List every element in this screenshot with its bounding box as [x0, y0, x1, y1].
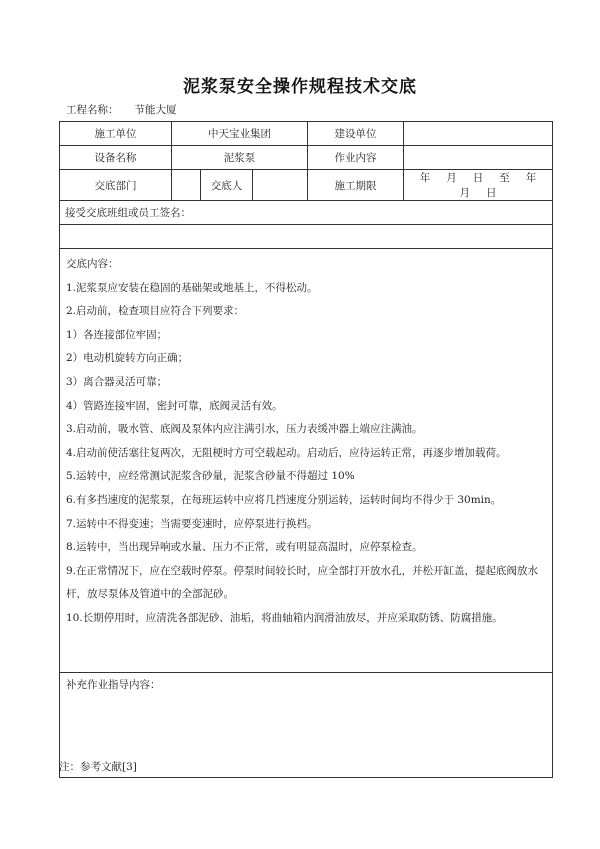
briefing-form-table	[59, 121, 553, 778]
construction-unit-value: 中天宝业集团	[172, 122, 308, 146]
content-item: 1.泥浆泵应安装在稳固的基础架或地基上，不得松动。	[66, 281, 318, 294]
content-item: 4.启动前使活塞往复两次，无阻梗时方可空载起动。启动后，应待运转正常，再逐步增加载荷。	[66, 446, 507, 459]
content-item: 9.在正常情况下，应在空载时停泵。停泵时间较长时，应全部打开放水孔，并松开缸盖，提起底阀放水杆，放尽泵体及管道中的全部泥砂。	[66, 564, 539, 601]
work-content-value[interactable]	[404, 146, 553, 170]
briefing-person-label: 交底人	[201, 170, 253, 201]
date-month-start: 月	[446, 172, 457, 184]
supplement-label: 补充作业指导内容：	[66, 679, 161, 691]
date-day-start: 日	[472, 172, 484, 184]
content-item: 1）各连接部位牢固；	[66, 328, 168, 341]
construction-unit-label: 施工单位	[60, 122, 172, 146]
briefing-content-cell	[60, 249, 553, 673]
content-item: 10.长期停用时，应清洗各部泥砂、油垢，将曲轴箱内润滑油放尽，并应采取防锈、防腐措施。	[66, 611, 503, 624]
content-item: 5.运转中，应经常测试泥浆含砂量，泥浆含砂量不得超过 10%	[66, 470, 355, 483]
content-item: 3.启动前，吸水管、底阀及泵体内应注满引水，压力表缓冲器上端应注满油。	[66, 423, 423, 436]
form-row-unit	[60, 122, 553, 146]
content-item: 8.运转中，当出现异响或水量、压力不正常，或有明显高温时，应停泵检查。	[66, 541, 423, 554]
briefing-person-value[interactable]	[253, 170, 308, 201]
briefing-dept-label: 交底部门	[60, 170, 172, 201]
work-content-label: 作业内容	[308, 146, 404, 170]
construction-period-value[interactable]	[404, 170, 553, 201]
footnote: 注：参考文献[3]	[59, 761, 137, 773]
construction-period-label: 施工期限	[308, 170, 404, 201]
document-title: 泥浆泵安全操作规程技术交底	[183, 77, 417, 97]
equipment-name-label: 设备名称	[60, 146, 172, 170]
client-unit-value[interactable]	[404, 122, 553, 146]
date-to: 至	[499, 172, 510, 184]
form-row-content	[60, 249, 553, 673]
date-month-end: 月	[459, 187, 471, 199]
project-name-label: 工程名称：	[66, 104, 119, 116]
content-item: 2）电动机旋转方向正确；	[66, 352, 189, 365]
content-title: 交底内容：	[66, 258, 119, 270]
date-year-end: 年	[525, 172, 537, 184]
content-item: 2.启动前，检查项目应符合下列要求：	[66, 305, 245, 318]
content-item: 6.有多挡速度的泥浆泵，在每班运转中应将几挡速度分别运转，运转时间均不得少于 30min。	[66, 493, 502, 506]
content-item: 3）离合器灵活可靠；	[66, 375, 168, 388]
signature-field[interactable]	[60, 225, 553, 249]
form-row-signature-blank	[60, 225, 553, 249]
project-name-value: 节能大厦	[134, 104, 177, 116]
form-row-briefing	[60, 170, 553, 201]
briefing-dept-value[interactable]	[172, 170, 201, 201]
equipment-name-value: 泥浆泵	[172, 146, 308, 170]
client-unit-label: 建设单位	[308, 122, 404, 146]
content-item: 4）管路连接牢固，密封可靠，底阀灵活有效。	[66, 399, 283, 412]
form-row-equipment	[60, 146, 553, 170]
date-year-start: 年	[419, 172, 431, 184]
signature-label: 接受交底班组或员工签名：	[60, 201, 553, 225]
content-item: 7.运转中不得变速；当需要变速时，应停泵进行换档。	[66, 517, 318, 530]
date-day-end: 日	[486, 187, 497, 199]
project-name-line	[66, 102, 177, 117]
form-row-signature	[60, 201, 553, 225]
